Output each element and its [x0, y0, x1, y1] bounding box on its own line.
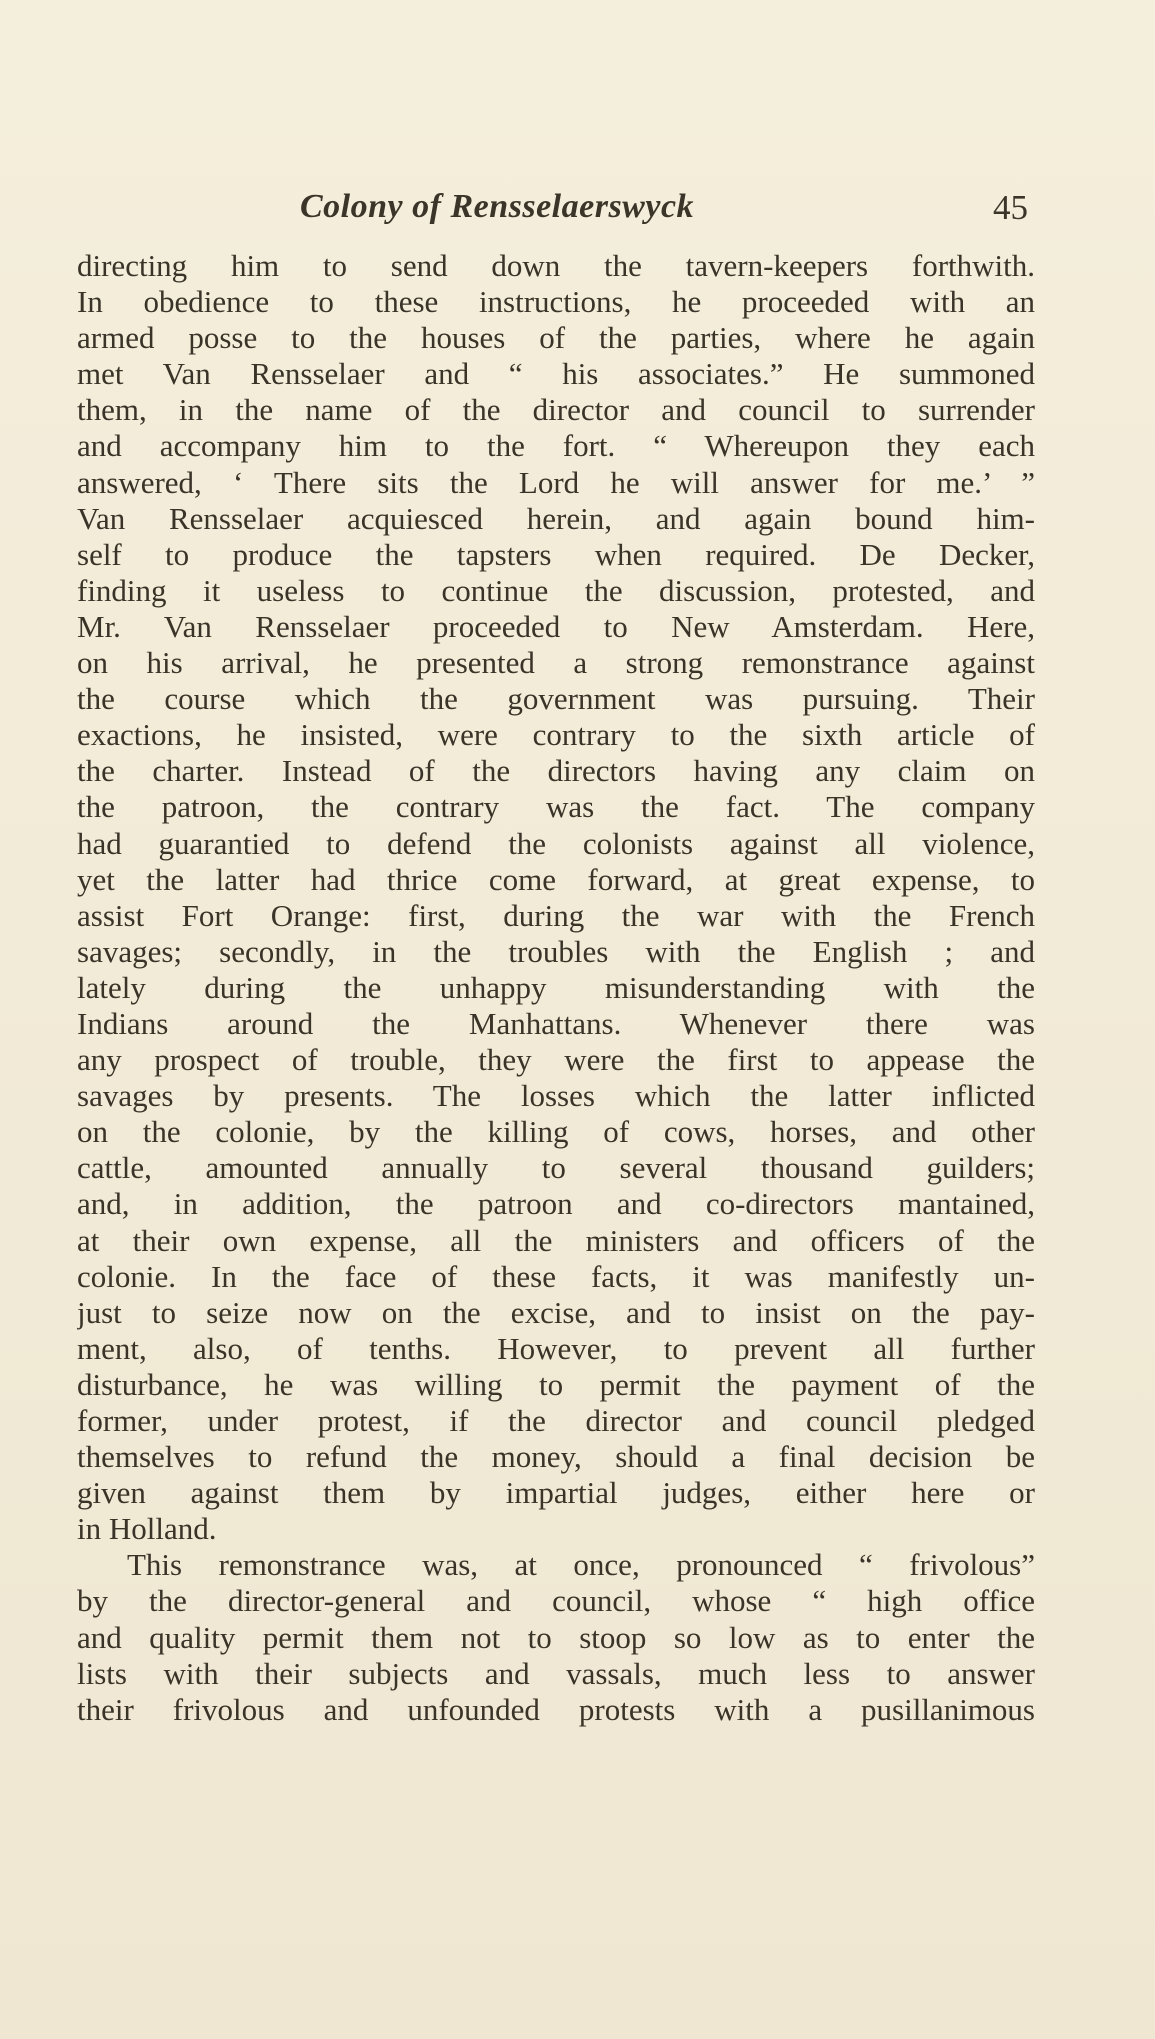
- text-line: directing him to send down the tavern-keepers forthwith.: [77, 248, 1035, 283]
- text-line: them, in the name of the director and council to surrender: [77, 392, 1035, 428]
- text-line: Indians around the Manhattans. Whenever there was: [77, 1005, 1035, 1041]
- text-line: and, in addition, the patroon and co-directors mantained,: [77, 1186, 1035, 1222]
- text-line: Mr. Van Rensselaer proceeded to New Amsterdam. Here,: [77, 608, 1035, 644]
- text-line: themselves to refund the money, should a final decision be: [77, 1439, 1035, 1475]
- text-line: exactions, he insisted, were contrary to the sixth article of: [77, 717, 1035, 753]
- text-line: yet the latter had thrice come forward, at great expense, to: [77, 861, 1035, 897]
- text-line: the patroon, the contrary was the fact. The company: [77, 789, 1035, 825]
- text-line: on the colonie, by the killing of cows, horses, and other: [77, 1114, 1035, 1150]
- paragraph: [77, 1547, 1035, 1727]
- text-line: met Van Rensselaer and “ his associates.” He summoned: [77, 356, 1035, 392]
- text-line: answered, ‘ There sits the Lord he will answer for me.’ ”: [77, 464, 1035, 500]
- text-line: cattle, amounted annually to several thousand guilders;: [77, 1150, 1035, 1186]
- text-line: had guarantied to defend the colonists against all violence,: [77, 825, 1035, 861]
- text-line: This remonstrance was, at once, pronounced “ frivolous”: [127, 1547, 1035, 1583]
- text-line: any prospect of trouble, they were the first to appease the: [77, 1042, 1035, 1078]
- text-line: armed posse to the houses of the parties, where he again: [77, 320, 1035, 356]
- paragraph: [77, 248, 1035, 1547]
- text-line: former, under protest, if the director and council pledged: [77, 1403, 1035, 1438]
- text-line: In obedience to these instructions, he proceeded with an: [77, 284, 1035, 320]
- text-line: the charter. Instead of the directors having any claim on: [77, 753, 1035, 789]
- text-line: just to seize now on the excise, and to insist on the pay-: [77, 1294, 1035, 1330]
- text-line: the course which the government was pursuing. Their: [77, 681, 1035, 717]
- running-title: Colony of Rensselaerswyck: [300, 188, 695, 225]
- text-line: given against them by impartial judges, either here or: [77, 1475, 1035, 1511]
- text-line: self to produce the tapsters when required. De Decker,: [77, 536, 1035, 572]
- text-line: assist Fort Orange: first, during the war with the French: [77, 897, 1035, 933]
- text-line: in Holland.: [77, 1511, 217, 1547]
- text-line: by the director-general and council, whose “ high office: [77, 1583, 1035, 1619]
- text-line: colonie. In the face of these facts, it was manifestly un-: [77, 1258, 1035, 1294]
- text-line: savages; secondly, in the troubles with the English ; and: [77, 933, 1035, 969]
- text-line: lists with their subjects and vassals, much less to answer: [77, 1655, 1035, 1691]
- text-line: ment, also, of tenths. However, to prevent all further: [77, 1330, 1035, 1366]
- text-line: their frivolous and unfounded protests with a pusillanimous: [77, 1691, 1035, 1727]
- text-line: on his arrival, he presented a strong remonstrance against: [77, 645, 1035, 681]
- page-number: 45: [993, 188, 1028, 227]
- text-line: Van Rensselaer acquiesced herein, and again bound him-: [77, 500, 1035, 536]
- text-line: disturbance, he was willing to permit the payment of the: [77, 1366, 1035, 1402]
- text-line: and accompany him to the fort. “ Whereupon they each: [77, 428, 1035, 464]
- text-line: lately during the unhappy misunderstanding with the: [77, 969, 1035, 1005]
- running-head: [300, 188, 1028, 238]
- body-text: [77, 248, 1035, 1728]
- text-line: finding it useless to continue the discussion, protested, and: [77, 572, 1035, 608]
- text-line: savages by presents. The losses which the latter inflicted: [77, 1078, 1035, 1114]
- text-line: at their own expense, all the ministers and officers of the: [77, 1222, 1035, 1258]
- text-line: and quality permit them not to stoop so low as to enter the: [77, 1619, 1035, 1655]
